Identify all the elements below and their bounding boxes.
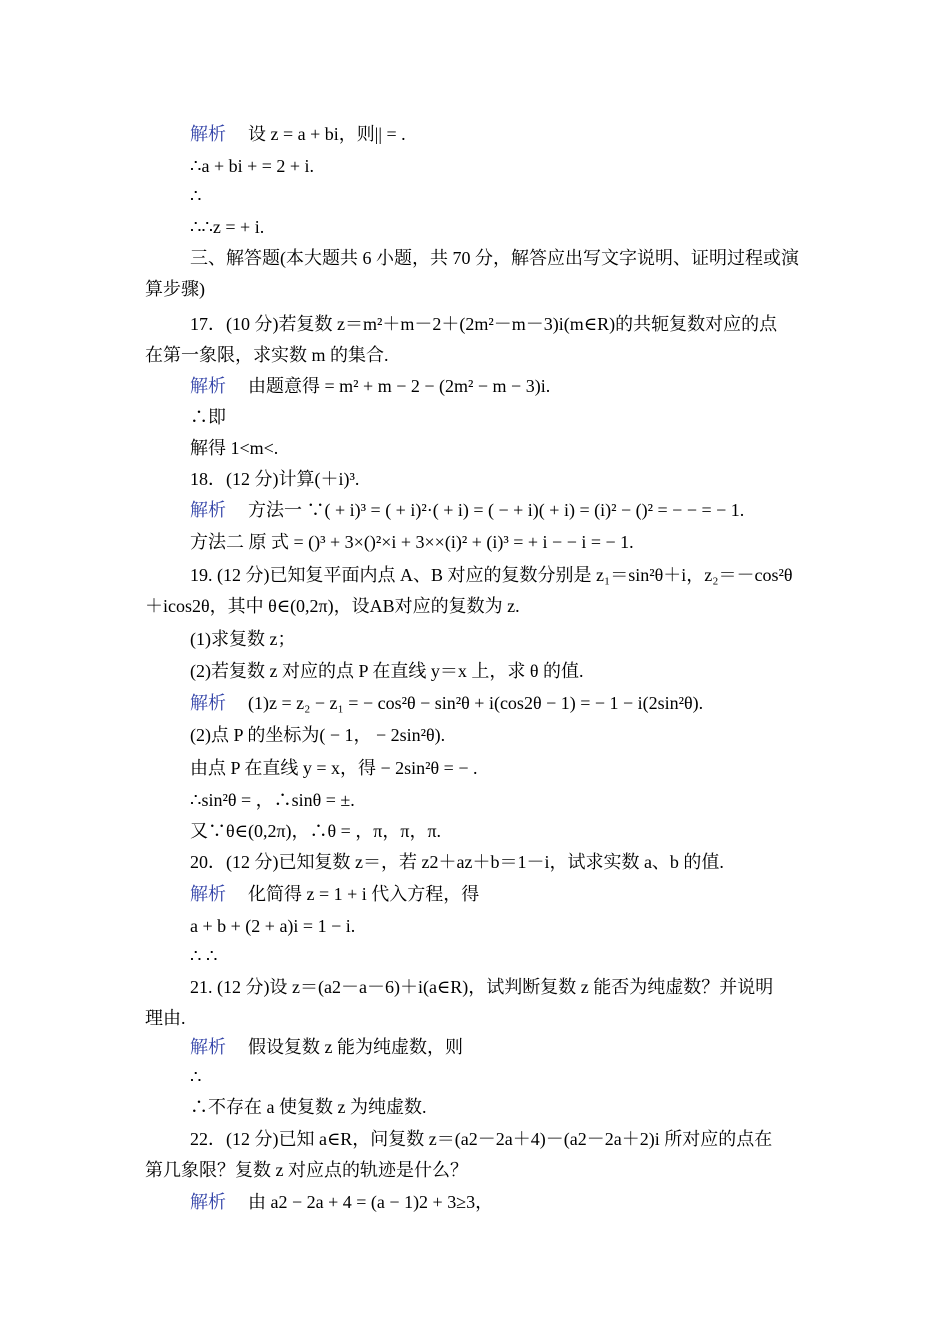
line-text: 由 a2 − 2a + 4 = (a − 1)2 + 3≥3， bbox=[248, 1192, 494, 1212]
question-20 bbox=[190, 850, 724, 874]
line-text: 化简得 z = 1 + i 代入方程，得 bbox=[248, 884, 480, 904]
line-text: 设 z = a + bi，则|| = . bbox=[248, 124, 406, 144]
analysis-tag: 解析 bbox=[190, 1192, 226, 1212]
analysis-tag: 解析 bbox=[190, 124, 226, 144]
line-text: 22．(12 分)已知 a∈R，问复数 z＝(a2－2a＋4)－(a2－2a＋2)i 所对应的点在 bbox=[190, 1129, 773, 1149]
line-14 bbox=[190, 530, 634, 554]
line-17 bbox=[190, 627, 295, 651]
line-text: 21. (12 分)设 z＝(a2－a－6)＋i(a∈R)，试判断复数 z 能否为纯虚数？并说明 bbox=[190, 977, 774, 997]
question-21 bbox=[190, 975, 773, 999]
line-20 bbox=[190, 723, 445, 747]
line-text: 17．(10 分)若复数 z＝m²＋m－2＋(2m²－m－3)i(m∈R)的共轭复数对应的点 bbox=[190, 314, 778, 334]
line-text: 方法二 原 式 = ()³ + 3×()²×i + 3××(i)² + (i)³ = + i − − i = − 1. bbox=[190, 532, 634, 552]
line-text: 解得 1<m<. bbox=[190, 438, 279, 458]
line-text: (2)点 P 的坐标为( − 1， − 2sin²θ). bbox=[190, 725, 446, 745]
line-08 bbox=[145, 343, 389, 367]
line-text: ∴即 bbox=[190, 407, 226, 427]
section-heading bbox=[190, 246, 799, 270]
line-text: (1)求复数 z； bbox=[190, 629, 296, 649]
line-text: (2)若复数 z 对应的点 P 在直线 y＝x 上，求 θ 的值. bbox=[190, 661, 584, 681]
line-text: 三、解答题(本大题共 6 小题，共 70 分，解答应出写文字说明、证明过程或演 bbox=[190, 248, 799, 268]
line-01 bbox=[190, 122, 406, 146]
line-06 bbox=[145, 277, 205, 301]
line-text: 在第一象限，求实数 m 的集合. bbox=[145, 345, 389, 365]
line-26 bbox=[190, 914, 355, 938]
analysis-tag: 解析 bbox=[190, 884, 226, 904]
line-text: 由点 P 在直线 y = x，得 − 2sin²θ = − . bbox=[190, 758, 478, 778]
line-text: 理由. bbox=[145, 1008, 186, 1028]
line-09 bbox=[190, 374, 550, 398]
line-34 bbox=[145, 1158, 468, 1182]
line-22 bbox=[190, 788, 355, 812]
line-text: 又∵θ∈(0,2π)，∴θ = ，π，π，π. bbox=[190, 821, 442, 841]
line-04 bbox=[190, 215, 264, 239]
analysis-tag: 解析 bbox=[190, 693, 226, 713]
line-text: ∴不存在 a 使复数 z 为纯虚数. bbox=[190, 1097, 427, 1117]
line-text: 第几象限？复数 z 对应点的轨迹是什么？ bbox=[145, 1160, 468, 1180]
question-22 bbox=[190, 1127, 772, 1151]
line-text: ∴ ∴ bbox=[190, 946, 218, 966]
line-10 bbox=[190, 405, 226, 429]
question-19 bbox=[190, 563, 793, 587]
line-text: 假设复数 z 能为纯虚数，则 bbox=[248, 1037, 463, 1057]
line-text: ∴ bbox=[190, 186, 202, 206]
line-29 bbox=[145, 1006, 186, 1030]
line-18 bbox=[190, 659, 583, 683]
line-text: ∴ bbox=[190, 1067, 202, 1087]
line-text: ＋icos2θ，其中 θ∈(0,2π)，设AB对应的复数为 z. bbox=[145, 596, 520, 616]
line-35 bbox=[190, 1190, 493, 1214]
line-text: ∴a + bi + = 2 + i. bbox=[190, 156, 315, 176]
line-21 bbox=[190, 756, 477, 780]
analysis-tag: 解析 bbox=[190, 500, 226, 520]
line-text: ∴sin²θ = ，∴sinθ = ±. bbox=[190, 790, 355, 810]
line-02 bbox=[190, 154, 314, 178]
line-23 bbox=[190, 819, 441, 843]
line-03 bbox=[190, 184, 201, 208]
question-18 bbox=[190, 467, 359, 491]
line-31 bbox=[190, 1065, 201, 1089]
line-text: 由题意得 = m² + m − 2 − (2m² − m − 3)i. bbox=[248, 376, 551, 396]
line-text: 18．(12 分)计算(＋i)³. bbox=[190, 469, 360, 489]
line-16 bbox=[145, 594, 520, 618]
line-19 bbox=[190, 691, 703, 715]
line-text: (1)z = z₂ − z₁ = − cos²θ − sin²θ + i(cos2θ − 1) = − 1 − i(2sin²θ). bbox=[248, 693, 704, 713]
line-text: 20．(12 分)已知复数 z＝，若 z2＋az＋b＝1－i，试求实数 a、b 的值. bbox=[190, 852, 724, 872]
line-text: 方法一 ∵( + i)³ = ( + i)²·( + i) = ( − + i)( + i) = (i)² − ()² = − − = − 1. bbox=[248, 500, 745, 520]
line-32 bbox=[190, 1095, 426, 1119]
line-text: 19. (12 分)已知复平面内点 A、B 对应的复数分别是 z₁＝sin²θ＋i，z₂＝－cos²θ bbox=[190, 565, 793, 585]
analysis-tag: 解析 bbox=[190, 1037, 226, 1057]
line-text: ∴∴z = + i. bbox=[190, 217, 265, 237]
question-17 bbox=[190, 312, 777, 336]
line-text: a + b + (2 + a)i = 1 − i. bbox=[190, 916, 356, 936]
line-27 bbox=[190, 944, 217, 968]
analysis-tag: 解析 bbox=[190, 376, 226, 396]
line-11 bbox=[190, 436, 278, 460]
line-30 bbox=[190, 1035, 463, 1059]
line-text: 算步骤) bbox=[145, 279, 205, 299]
line-13 bbox=[190, 498, 744, 522]
line-25 bbox=[190, 882, 479, 906]
